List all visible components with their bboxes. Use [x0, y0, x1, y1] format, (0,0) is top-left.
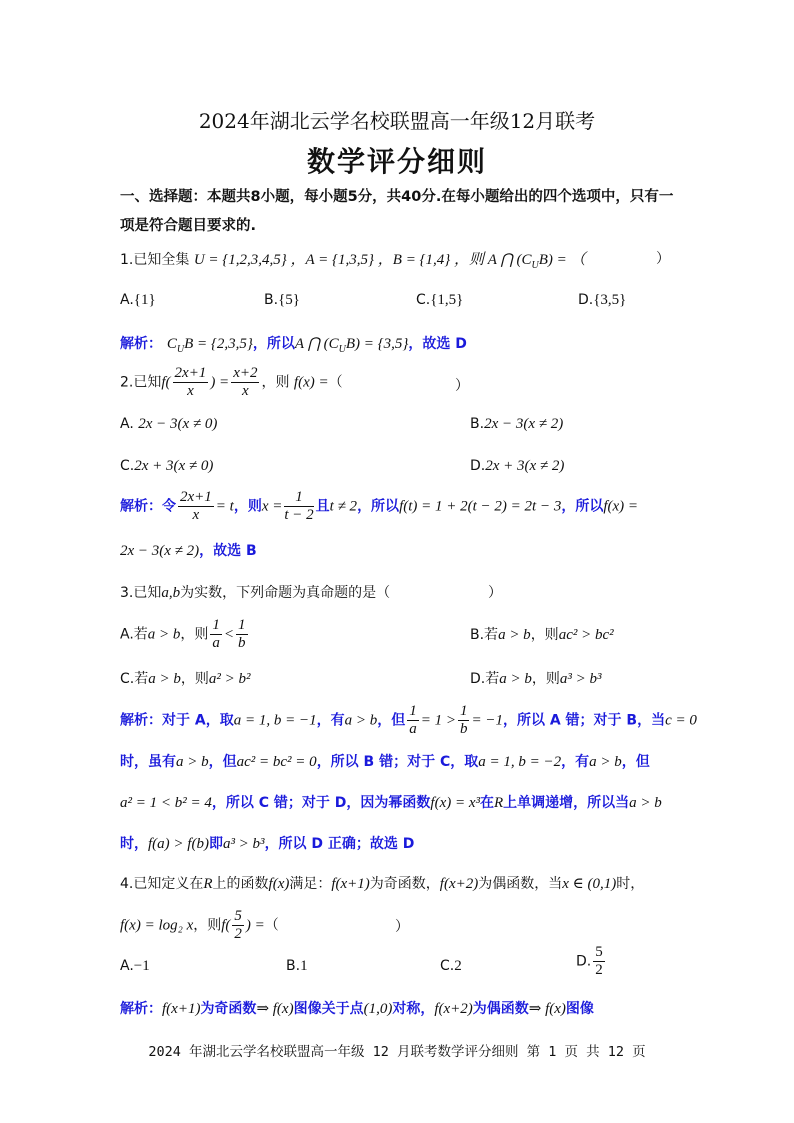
- q3-sol4-b: 即: [208, 836, 223, 852]
- q3-sol1-m4: = −1: [471, 712, 503, 729]
- q3-sol3-m3: R: [494, 795, 504, 811]
- q1-tail: B) = （: [538, 252, 586, 268]
- q3-a-frac2-num: 1: [238, 617, 246, 633]
- q1-option-a-value: {1}: [133, 292, 156, 308]
- q3-sol2-m4: a > b: [589, 754, 622, 770]
- q3-sol4-m2: a³ > b³: [222, 836, 265, 852]
- q1-sub: U: [531, 259, 539, 271]
- q4-option-b-value: 1: [300, 958, 308, 974]
- q4-option-d-den: 2: [595, 962, 603, 978]
- q2-option-d-label: D.: [470, 458, 486, 474]
- q4-sol-m5: ⇒ f(x): [528, 1001, 566, 1017]
- q2-prefix: 2.已知: [120, 374, 162, 391]
- q2-sol-frac-den: x: [192, 507, 200, 523]
- q2-option-d-value: 2x + 3(x ≠ 2): [485, 458, 565, 474]
- q3-option-a: [120, 617, 250, 652]
- q2-sol-x-eq: x =: [261, 498, 283, 515]
- q4-option-d-num: 5: [595, 944, 603, 960]
- q1-option-d: [578, 292, 626, 309]
- question-4-stem-line-2: [120, 908, 279, 943]
- q1-sol-m1: C: [166, 336, 177, 352]
- q1-option-d-value: {3,5}: [593, 292, 627, 308]
- q1-paren-close: ）: [656, 251, 670, 267]
- q2-sol-then: ，则: [233, 498, 262, 515]
- q2-option-c-value: 2x + 3(x ≠ 0): [134, 458, 214, 474]
- q2-sol-and: 且: [315, 498, 330, 515]
- q4-l2-m2: f(: [221, 917, 231, 934]
- q4-option-c: [440, 958, 462, 975]
- q1-sol-sub: U: [176, 343, 185, 355]
- q3-sol1-b: ，有: [316, 712, 345, 729]
- q1-option-c-label: C.: [416, 292, 431, 308]
- q3-sol2-b: ，但: [208, 754, 237, 770]
- q2-frac-right-num: x+2: [233, 365, 258, 381]
- q2-option-a-value: 2x − 3(x ≠ 0): [138, 416, 218, 432]
- q4-l1-b: 上的函数: [212, 876, 269, 892]
- q4-l1-f: 时，: [616, 876, 645, 892]
- q4-paren-close: ）: [395, 919, 409, 935]
- q4-sol-f: 图像: [565, 1001, 594, 1017]
- q3-b-res: ac² > bc²: [558, 627, 614, 643]
- q1-option-b-label: B.: [264, 292, 279, 308]
- q3-sol2-c: ，所以 B 错；对于 C，取: [316, 754, 479, 770]
- q4-sol-m3: (1,0): [363, 1001, 393, 1017]
- q3-solution-line-1: [120, 703, 697, 738]
- q1-option-b: [264, 292, 300, 309]
- q3-a-then: ，则: [180, 626, 209, 643]
- q4-l1-m1: R: [203, 876, 213, 892]
- q2-option-c-label: C.: [120, 458, 135, 474]
- page-footer: 2024 年湖北云学名校联盟高一年级 12 月联考数学评分细则 第 1 页 共 12 页: [148, 1044, 646, 1060]
- q2-sol-frac: [178, 489, 214, 524]
- q3-sol3-m2: f(x) = x³: [430, 795, 480, 811]
- exam-title: 2024年湖北云学名校联盟高一年级12月联考: [198, 109, 596, 133]
- q4-solution: [120, 998, 594, 1018]
- q3-sol2-m1: a > b: [176, 754, 209, 770]
- q3-b-label: B.若: [470, 627, 499, 643]
- q3-sol1-frac2-den: b: [459, 721, 468, 737]
- q2-option-a: [120, 416, 217, 433]
- q3-sol1-d: ，所以 A 错；对于 B，当: [502, 712, 666, 729]
- q3-a-frac1-num: 1: [212, 617, 220, 633]
- q2-sol-frac2-den: t − 2: [284, 507, 314, 523]
- q3-solution-line-2: [120, 751, 650, 771]
- q2-sol-line2-math: 2x − 3(x ≠ 2): [120, 543, 200, 559]
- q4-option-a-label: A.: [120, 958, 134, 974]
- q3-c-label: C.若: [120, 671, 149, 687]
- document-subtitle: 数学评分细则: [306, 145, 487, 178]
- q3-d-res: a³ > b³: [559, 671, 602, 687]
- q2-option-c: [120, 458, 213, 475]
- q2-frac-right: [231, 365, 259, 400]
- q3-c-res: a² > b²: [208, 671, 251, 687]
- q3-a-frac1-den: a: [212, 635, 220, 651]
- q2-sol-frac2-num: 1: [284, 489, 313, 507]
- q4-sol-m4: f(x+2): [434, 1001, 473, 1017]
- q3-sol2-m3: a = 1, b = −2: [478, 754, 562, 770]
- q3-sol4-m1: f(a) > f(b): [148, 836, 209, 852]
- q4-option-d: [576, 944, 607, 979]
- q4-l1-m3: f(x+1): [331, 876, 370, 892]
- q3-tail: 为实数，下列命题为真命题的是（: [180, 585, 391, 601]
- q4-l2-frac-num: 5: [234, 908, 242, 924]
- q1-option-b-value: {5}: [278, 292, 300, 308]
- q4-l2-a: ，则: [193, 917, 222, 934]
- q2-solution-line-1: [120, 489, 638, 524]
- q3-sol3-m1: a² = 1 < b² = 4: [120, 795, 212, 811]
- q2-paren-open: （: [328, 374, 343, 391]
- q3-sol3-c: 上单调递增，所以当: [503, 795, 630, 811]
- q4-sol-m2: ⇒ f(x): [256, 1001, 294, 1017]
- q2-sol-fx: f(x) =: [603, 498, 639, 515]
- q3-math: a,b: [161, 585, 181, 601]
- q2-option-b-value: 2x − 3(x ≠ 2): [484, 416, 564, 432]
- q1-sol-t1: ，所以: [252, 336, 295, 352]
- q3-c-math: a > b: [148, 671, 181, 687]
- q2-f-close: ) =: [210, 374, 230, 391]
- q1-option-c: [416, 292, 463, 309]
- q4-option-d-label: D.: [576, 953, 592, 970]
- q2-option-b: [470, 416, 563, 433]
- q1-option-c-value: {1,5}: [430, 292, 464, 308]
- q2-paren-close: ）: [455, 378, 469, 394]
- question-2-stem: [120, 365, 343, 400]
- q1-solution: [120, 333, 467, 355]
- q3-d-then: ，则: [531, 671, 560, 687]
- q2-sol-so2: ，所以: [561, 498, 604, 515]
- q2-solution-line-2: [120, 540, 257, 560]
- q3-b-then: ，则: [530, 627, 559, 643]
- q3-a-frac1: [210, 617, 222, 652]
- q2-sol-ft: f(t) = 1 + 2(t − 2) = 2t − 3: [399, 498, 562, 515]
- q3-sol1-m2: a > b: [344, 712, 378, 729]
- q4-sol-c: 图像关于点: [293, 1001, 364, 1017]
- q4-l1-d: 为奇函数，: [369, 876, 440, 892]
- q3-sol3-m4: a > b: [629, 795, 662, 811]
- q2-frac-right-den: x: [241, 383, 249, 399]
- q4-sol-m1: f(x+1): [162, 1001, 201, 1017]
- q3-sol1-c: ，但: [377, 712, 406, 729]
- q4-option-b: [286, 958, 308, 975]
- q3-sol2-m2: ac² = bc² = 0: [236, 754, 317, 770]
- q3-d-math: a > b: [499, 671, 532, 687]
- q3-solution-line-4: [120, 833, 414, 853]
- q3-paren-close: ）: [488, 585, 502, 601]
- q3-sol2-a: 时，虽有: [120, 754, 176, 770]
- question-1-stem: [120, 248, 586, 271]
- q4-option-c-value: 2: [454, 958, 462, 974]
- q3-sol1-a: 解析：对于 A，取: [120, 712, 234, 729]
- q4-l2-m1: f(x) = log₂ x: [120, 917, 194, 934]
- q3-sol4-a: 时，: [120, 836, 148, 852]
- q1-sol-sub2: U: [338, 343, 346, 355]
- q3-sol1-m3: = 1 >: [420, 712, 456, 729]
- q4-option-c-label: C.: [440, 958, 455, 974]
- q3-c-then: ，则: [180, 671, 209, 687]
- q1-math: U = {1,2,3,4,5} ，A = {1,3,5} ，B = {1,4} ，则 A ⋂ (C: [193, 252, 532, 268]
- q1-sol-m3: A ⋂ (C: [294, 336, 339, 352]
- q4-l2-frac: [232, 908, 244, 943]
- q4-l2-frac-den: 2: [234, 926, 242, 942]
- q3-solution-line-3: [120, 792, 662, 812]
- q2-sol-t-ne: t ≠ 2: [329, 498, 358, 515]
- q3-sol1-frac2: [458, 703, 470, 738]
- q4-l2-m3: ) =: [245, 917, 265, 934]
- q2-tail-math: f(x) =: [293, 374, 329, 391]
- q2-tail: ，则: [261, 374, 290, 391]
- q4-l1-a: 4.已知定义在: [120, 876, 204, 892]
- q1-prefix: 1.已知全集: [120, 252, 190, 268]
- q4-option-a-value: −1: [133, 958, 150, 974]
- q2-option-d: [470, 458, 564, 475]
- q3-a-frac2-den: b: [238, 635, 246, 651]
- q3-d-label: D.若: [470, 671, 500, 687]
- q1-sol-m2: B = {2,3,5}: [184, 336, 253, 352]
- q2-sol-frac-num: 2x+1: [180, 489, 212, 505]
- q3-sol4-c: ，所以 D 正确；故选 D: [264, 836, 415, 852]
- question-4-stem-line-1: [120, 873, 644, 893]
- q2-sol-frac2: [284, 489, 313, 524]
- q3-prefix: 3.已知: [120, 585, 162, 601]
- q3-a-math: a > b: [147, 626, 181, 643]
- q3-option-c: [120, 668, 250, 688]
- q3-a-label: A.若: [120, 626, 148, 643]
- q2-sol-label: 解析：令: [120, 498, 176, 515]
- q4-option-d-frac: [593, 944, 605, 979]
- q1-option-a: [120, 292, 156, 309]
- q4-l1-m2: f(x): [268, 876, 290, 892]
- q3-option-b: [470, 624, 614, 644]
- q3-sol3-b: 在: [480, 795, 494, 811]
- q4-sol-a: 解析：: [120, 1001, 162, 1017]
- q2-frac-left-num: 2x+1: [174, 365, 207, 381]
- q3-sol2-d: ，有: [561, 754, 590, 770]
- q3-sol3-a: ，所以 C 错；对于 D，因为幂函数: [211, 795, 431, 811]
- q4-l1-m5: x ∈ (0,1): [562, 876, 617, 892]
- q2-f-open: f(: [161, 374, 171, 391]
- q4-l1-m4: f(x+2): [439, 876, 479, 892]
- q3-sol1-frac2-num: 1: [459, 703, 468, 719]
- q2-frac-left: [173, 365, 209, 400]
- q3-option-d: [470, 668, 601, 688]
- q3-sol1-frac1-den: a: [409, 721, 417, 737]
- q4-sol-e: 为偶函数: [472, 1001, 529, 1017]
- q4-l1-e: 为偶函数，当: [478, 876, 563, 892]
- q4-option-b-label: B.: [286, 958, 301, 974]
- q4-sol-d: 对称，: [392, 1001, 435, 1017]
- q4-l1-c: 满足：: [289, 876, 332, 892]
- q2-sol-so: ，所以: [357, 498, 400, 515]
- q3-a-lt: <: [223, 626, 235, 643]
- q3-sol1-m5: c = 0: [665, 712, 697, 729]
- q3-sol1-frac1: [407, 703, 419, 738]
- section-heading: 一、选择题：本题共8小题，每小题5分，共40分.在每小题给出的四个选项中，只有一项是符合题目要求的.: [120, 189, 674, 234]
- q1-option-d-label: D.: [578, 292, 594, 308]
- q3-sol1-frac1-num: 1: [409, 703, 417, 719]
- q4-option-a: [120, 958, 150, 975]
- q3-sol1-m1: a = 1, b = −1: [233, 712, 317, 729]
- q4-paren-open: （: [264, 917, 279, 934]
- q1-sol-label: 解析：: [120, 336, 162, 352]
- q1-option-a-label: A.: [120, 292, 134, 308]
- q4-sol-b: 为奇函数: [200, 1001, 257, 1017]
- question-3-stem: [120, 582, 390, 602]
- q2-sol-eq-t: = t: [215, 498, 234, 515]
- q3-sol2-e: ，但: [621, 754, 650, 770]
- q2-option-a-label: A.: [120, 416, 134, 432]
- q3-a-frac2: [236, 617, 248, 652]
- q2-sol-line2-text: ，故选 B: [199, 543, 257, 559]
- q1-sol-t2: ，故选 D: [408, 336, 467, 352]
- q1-sol-m4: B) = {3,5}: [345, 336, 409, 352]
- q2-frac-left-den: x: [187, 383, 194, 399]
- q3-b-math: a > b: [498, 627, 531, 643]
- q2-option-b-label: B.: [470, 416, 485, 432]
